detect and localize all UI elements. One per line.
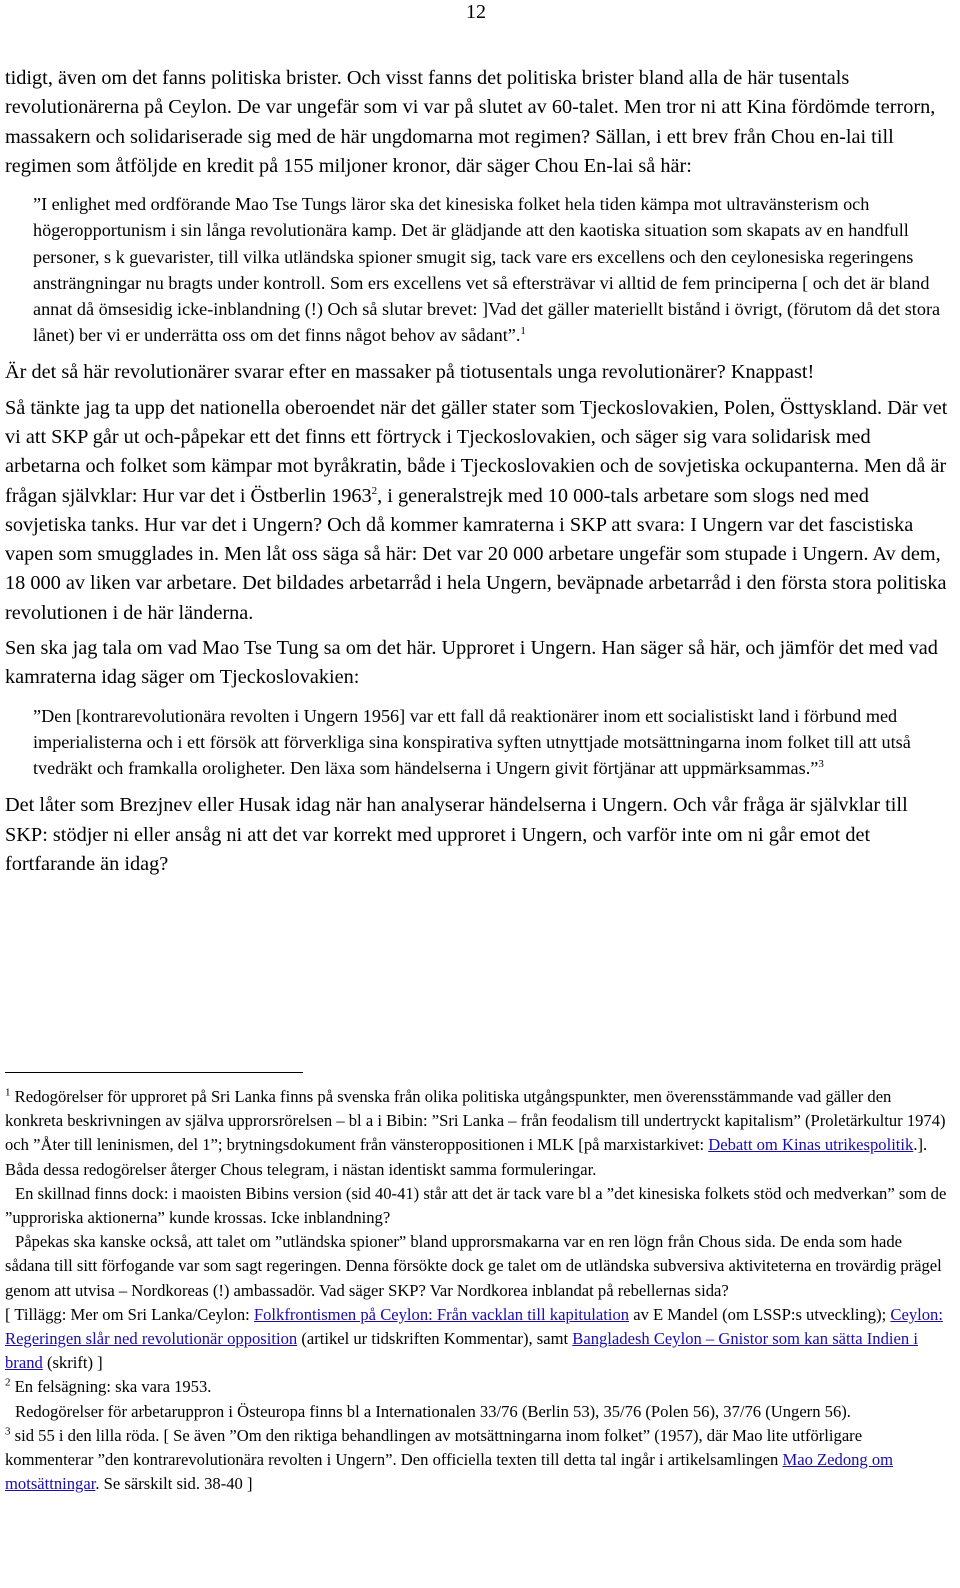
quote-chou-en-lai (33, 191, 950, 348)
footnote-1-text-b: .]. Båda dessa redogörelser återger Chous telegram, i nästan identiskt samma formuleringar. (5, 1135, 928, 1179)
footnote-1-paragraph-3: Påpekas ska kanske också, att talet om ”utländska spioner” bland upprorsmakarna var en ren lögn från Chous sida. De enda som hade sådana till sitt förfogande var som sagt regeringen. Denna försökte dock ge talet om de utländska subversiva aktiviteterna en trovärdig prägel genom att utvisa – Nordkoreas (!) ambassadör. Vad säger SKP? Var Nordkorea inblandat på rebellernas sida? (5, 1232, 942, 1300)
addition-text-d: (skrift) ] (42, 1353, 103, 1373)
paragraph-3 (5, 394, 950, 628)
paragraph-5: Det låter som Brezjnev eller Husak idag när han analyserar händelserna i Ungern. Och vår fråga är självklar till SKP: stödjer ni eller ansåg ni att det var korrekt med upproret i Ungern, och varför inte om ni går emot det fortfarande än idag? (5, 794, 908, 875)
footnote-3-number: 3 (5, 1425, 11, 1438)
paragraph-2: Är det så här revolutionärer svarar efter en massaker på tiotusentals unga revolutionärer? Knappast! (5, 361, 815, 384)
footnote-3-text-a: sid 55 i den lilla röda. [ Se även ”Om den riktiga behandlingen av motsättningarna inom folket” (1957), där Mao lite utförligare kommenterar ”den kontrarevolutionära revolten i Ungern”. Den officiella texten till detta tal ingår i artikelsamlingen (5, 1425, 863, 1470)
footnotes (5, 1085, 950, 1496)
addition-text-b: av E Mandel (om LSSP:s utveckling); (629, 1304, 891, 1324)
footnote-2-text: En felsägning: ska vara 1953. (10, 1377, 212, 1397)
addition-text-c: (artikel ur tidskriften Kommentar), samt (297, 1329, 573, 1349)
footnote-2-number: 2 (5, 1376, 11, 1389)
footnote-1-number: 1 (5, 1086, 11, 1099)
main-text (5, 64, 950, 879)
quote-1-text: ”I enlighet med ordförande Mao Tse Tungs läror ska det kinesiska folket hela tiden kämpa mot ultravänsterism och högeropportunism i sin långa revolutionära kamp. Det är glädjande att den kaotiska situation som skapats av en handfull personer, s k guevarister, till vilka utländska spioner smugit sig, tack vare ers excellens och den ceylonesiska regeringens ansträngningar nu bragts under kontroll. Som ers excellens vet så eftersträvar vi alltid de fem principerna [ och det är bland annat då ömsesidig icke-inblandning (!) Och så slutar brevet: ]Vad det gäller materiellt bistånd i övrigt, (förutom då det stora lånet) ber vi er underrätta oss om det finns något behov av sådant”. (33, 194, 941, 346)
paragraph-3-part-a: Så tänkte jag ta upp det nationella oberoendet när det gäller stater som Tjeckoslovakien, Polen, Östtyskland. Där vet vi att SKP går ut och-påpekar ett det finns ett förtryck i Tjeckoslovakien, och säger sig vara solidarisk med arbetarna och folket som kämpar mot byråkratin, både i Tjeckoslovakien och de sovjetiska ockupanterna. Men då är frågan självklar: Hur var det i Östberlin 1963 (5, 396, 948, 507)
paragraph-1: tidigt, även om det fanns politiska brister. Och visst fanns det politiska brister bland alla de här tusentals revolutionärerna på Ceylon. De var ungefär som vi var på slutet av 60-talet. Men tror ni att Kina fördömde terrorn, massakern och solidariserade sig med de här ungdomarna mot regimen? Sällan, i ett brev från Chou en-lai till regimen som åtföljde en kredit på 155 miljoner kronor, där säger Chou En-lai så här: (5, 67, 936, 177)
link-bangladesh-ceylon[interactable]: Bangladesh Ceylon – Gnistor som kan sätta Indien i brand (5, 1329, 918, 1373)
footnote-ref-3[interactable]: 3 (818, 758, 824, 771)
footnote-3-text-b: . Se särskilt sid. 38-40 ] (95, 1474, 253, 1494)
paragraph-4: Sen ska jag tala om vad Mao Tse Tung sa om det här. Upproret i Ungern. Han säger så här, och jämför det med vad kamraterna idag säger om Tjeckoslovakien: (5, 637, 938, 689)
quote-2-text: ”Den [kontrarevolutionära revolten i Ungern 1956] var ett fall då reaktionärer inom ett socialistiskt land i förbund med imperialisterna och i ett försök att förverkliga sina konspirativa syften utnyttjade motsättningarna inom folket till att utså tvedräkt och framkalla oroligheter. Den läxa som händelserna i Ungern givit förtjänar att uppmärksammas.” (33, 705, 911, 779)
footnote-ref-1[interactable]: 1 (520, 325, 526, 338)
footnote-1-addition (5, 1303, 950, 1376)
addition-text-a: [ Tillägg: Mer om Sri Lanka/Ceylon: (5, 1304, 254, 1324)
footnote-ref-2[interactable]: 2 (371, 484, 378, 497)
page-number: 12 (466, 1, 486, 23)
footnote-2 (5, 1375, 950, 1399)
footnote-separator (5, 1072, 303, 1073)
link-debatt-om-kinas-utrikespolitik[interactable]: Debatt om Kinas utrikespolitik (708, 1135, 914, 1155)
footnote-3 (5, 1424, 950, 1497)
footnote-1-paragraph-2: En skillnad finns dock: i maoisten Bibins version (sid 40-41) står att det är tack vare bl a ”det kinesiska folkets stöd och medverkan” som de ”upproriska aktionerna” kunde krossas. Icke inblandning? (5, 1183, 947, 1228)
footnote-1 (5, 1085, 950, 1182)
quote-mao (33, 703, 950, 782)
link-folkfrontismen-pa-ceylon[interactable]: Folkfrontismen på Ceylon: Från vacklan till kapitulation (253, 1304, 630, 1324)
footnote-2-paragraph-2: Redogörelser för arbetaruppron i Östeuropa finns bl a Internationalen 33/76 (Berlin 53), 35/76 (Polen 56), 37/76 (Ungern 56). (15, 1401, 851, 1421)
footnote-1-text-a: Redogörelser för upproret på Sri Lanka finns på svenska från olika politiska utgångspunkter, men överensstämmande vad gäller den konkreta beskrivningen av själva upprorsrörelsen – bl a i Bibin: ”Sri Lanka – från feodalism till undertryckt kapitalism” (Proletärkultur 1974) och ”Åter till leninismen, del 1”; brytningsdokument från vänsteroppositionen i MLK [på marxistarkivet: (5, 1087, 946, 1155)
link-ceylon-regeringen[interactable]: Ceylon: Regeringen slår ned revolutionär opposition (5, 1304, 943, 1349)
paragraph-3-part-b: , i generalstrejk med 10 000-tals arbetare som slogs ned med sovjetiska tanks. Hur var det i Ungern? Och då kommer kamraterna i SKP att svara: I Ungern var det fascistiska vapen som smugglades in. Men låt oss säga så här: Det var 20 000 arbetare ungefär som stupade i Ungern. Av dem, 18 000 av liken var arbetare. Det bildades arbetarråd i hela Ungern, beväpnade arbetarråd i den första stora politiska revolutionen i de här länderna. (5, 484, 947, 624)
link-mao-zedong-om-motsattningar[interactable]: Mao Zedong om motsättningar (5, 1450, 894, 1494)
